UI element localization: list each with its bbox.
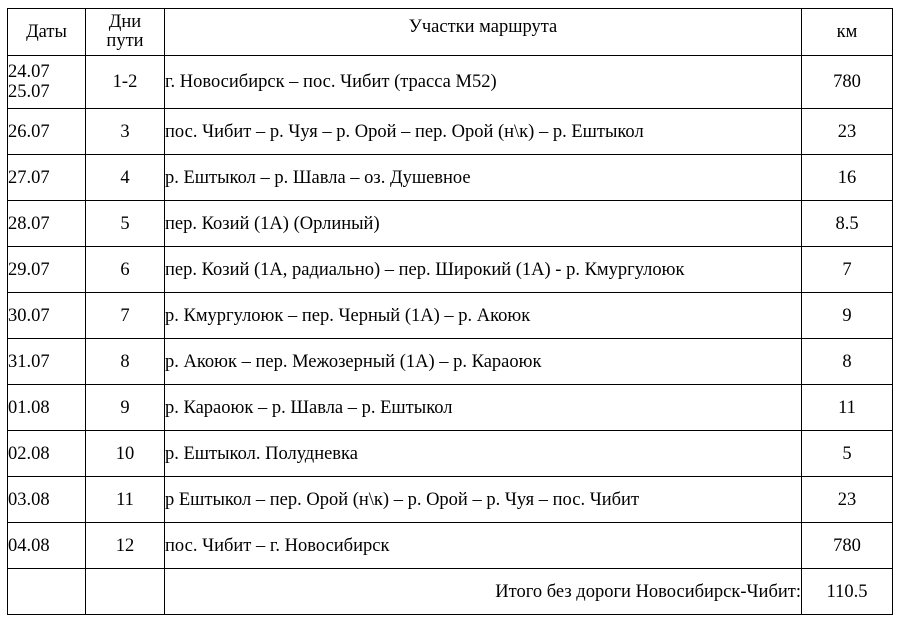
km-cell: 16 (802, 155, 893, 201)
date-cell: 04.08 (8, 523, 86, 569)
day-cell: 5 (86, 201, 165, 247)
segment-cell: пер. Козий (1А) (Орлиный) (165, 201, 802, 247)
segment-cell: г. Новосибирск – пос. Чибит (трасса М52) (165, 56, 802, 109)
total-label: Итого без дороги Новосибирск-Чибит: (165, 569, 802, 615)
day-cell: 10 (86, 431, 165, 477)
segment-cell: р. Кмургулоюк – пер. Черный (1А) – р. Акоюк (165, 293, 802, 339)
segment-cell: пос. Чибит – г. Новосибирск (165, 523, 802, 569)
km-cell: 9 (802, 293, 893, 339)
table-row (8, 431, 893, 477)
day-cell: 12 (86, 523, 165, 569)
table-row (8, 155, 893, 201)
km-cell: 11 (802, 385, 893, 431)
total-empty-date (8, 569, 86, 615)
total-km: 110.5 (802, 569, 893, 615)
day-cell: 6 (86, 247, 165, 293)
route-table (7, 8, 893, 615)
day-cell: 3 (86, 109, 165, 155)
header-dates: Даты (8, 9, 86, 56)
header-days (86, 9, 165, 56)
total-empty-day (86, 569, 165, 615)
km-cell: 780 (802, 56, 893, 109)
segment-cell: пер. Козий (1А, радиально) – пер. Широкий (1А) - р. Кмургулоюк (165, 247, 802, 293)
date-value: 24.07 (8, 62, 50, 82)
date-cell: 31.07 (8, 339, 86, 385)
km-cell: 780 (802, 523, 893, 569)
table-row (8, 247, 893, 293)
table-row (8, 385, 893, 431)
table-row (8, 293, 893, 339)
date-cell: 29.07 (8, 247, 86, 293)
km-cell: 5 (802, 431, 893, 477)
date-cell: 28.07 (8, 201, 86, 247)
table-row (8, 339, 893, 385)
km-cell: 7 (802, 247, 893, 293)
km-cell: 23 (802, 109, 893, 155)
table-row (8, 523, 893, 569)
segment-cell: р. Ештыкол – р. Шавла – оз. Душевное (165, 155, 802, 201)
table-header (8, 9, 893, 56)
total-row (8, 569, 893, 615)
date-value-2: 25.07 (8, 82, 50, 102)
day-cell: 7 (86, 293, 165, 339)
date-cell: 30.07 (8, 293, 86, 339)
day-cell: 4 (86, 155, 165, 201)
day-cell: 1-2 (86, 56, 165, 109)
table-row (8, 201, 893, 247)
header-days-line1: Дни (108, 12, 142, 32)
header-km: км (802, 9, 893, 56)
header-days-line2: пути (106, 31, 144, 51)
km-cell: 8.5 (802, 201, 893, 247)
segment-cell: пос. Чибит – р. Чуя – р. Орой – пер. Орой (н\к) – р. Ештыкол (165, 109, 802, 155)
table-body (8, 56, 893, 615)
day-cell: 11 (86, 477, 165, 523)
km-cell: 8 (802, 339, 893, 385)
header-route: Участки маршрута (165, 9, 802, 56)
date-cell: 01.08 (8, 385, 86, 431)
km-cell: 23 (802, 477, 893, 523)
table-row (8, 56, 893, 109)
day-cell: 8 (86, 339, 165, 385)
date-cell: 26.07 (8, 109, 86, 155)
table-row (8, 109, 893, 155)
date-cell: 27.07 (8, 155, 86, 201)
date-cell (8, 56, 86, 109)
date-cell: 02.08 (8, 431, 86, 477)
segment-cell: р. Акоюк – пер. Межозерный (1А) – р. Караоюк (165, 339, 802, 385)
segment-cell: р. Ештыкол. Полудневка (165, 431, 802, 477)
table-row (8, 477, 893, 523)
date-cell: 03.08 (8, 477, 86, 523)
segment-cell: р. Караоюк – р. Шавла – р. Ештыкол (165, 385, 802, 431)
segment-cell: р Ештыкол – пер. Орой (н\к) – р. Орой – р. Чуя – пос. Чибит (165, 477, 802, 523)
header-row (8, 9, 893, 56)
day-cell: 9 (86, 385, 165, 431)
